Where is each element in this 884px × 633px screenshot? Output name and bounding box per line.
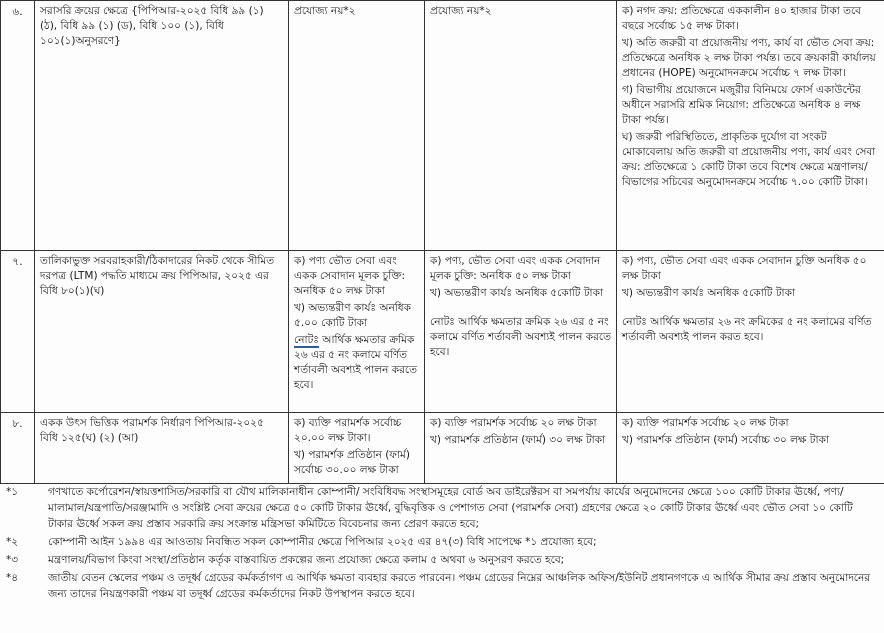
row-number: ৭. [1, 251, 35, 413]
cell-text: খ) পরামর্শক প্রতিষ্ঠান (ফার্ম) সর্বোচ্চ ৩০ লক্ষ টাকা [622, 434, 829, 446]
footnote-text: মন্ত্রণালয়/বিভাগ কিংবা সংস্থা/প্রতিষ্ঠান কর্তৃক বাস্তবায়িত প্রকল্পের জন্য প্রযোজ্য ক্ষেত্রে কলাম ৫ অথবা ৬ অনুসরণ করতে হবে; [48, 554, 565, 566]
cell-column-3 [289, 1, 425, 251]
table-row [1, 1, 884, 251]
cell-text: গ) বিভাগীয় প্রয়োজনে মজুরীর বিনিময়ে ফোর্স একাউন্টের অধীনে সরাসরি শ্রমিক নিয়োগ: প্রতিক্ষেত্রে অনধিক ৪ লক্ষ টাকা পর্যন্ত। [622, 84, 861, 126]
cell-text: ক) ব্যক্তি পরামর্শক সর্বোচ্চ ২০ লক্ষ টাকা [430, 417, 597, 429]
table-row [1, 413, 884, 484]
cell-text: খ) অভ্যন্তরীণ কার্যঃ অনধিক ৫.০০ কোটি টাকা [294, 302, 411, 329]
row-subject: একক উৎস ভিত্তিক পরামর্শক নির্ধারণ পিপিআর-২০২৫ বিধি ১২৫(ঘ) (২) (আ) [35, 413, 289, 484]
cell-column-3 [289, 251, 425, 413]
footnote-marker: *১ [6, 486, 19, 498]
cell-text: নোটঃ আর্থিক ক্ষমতার ক্রমিক ২৬ এর ৫ নং কলামে বর্ণিত শর্তাবলী অবশ্যই পালন করতে হবে। [430, 316, 611, 358]
cell-text: ক) ব্যক্তি পরামর্শক সর্বোচ্চ ২০ লক্ষ টাকা [622, 417, 789, 429]
cell-note [294, 333, 419, 393]
cell-text: প্রযোজ্য নয়*২ [430, 5, 492, 17]
cell-column-4 [425, 413, 617, 484]
cell-column-3 [289, 413, 425, 484]
row-number: ৮. [1, 413, 35, 484]
cell-text: ক) নগদ ক্রয়: প্রতিক্ষেত্রে এককালীন ৪০ হাজার টাকা তবে বছরে সর্বোচ্চ ১৫ লক্ষ টাকা। [622, 5, 862, 32]
footnote-text: কোম্পানী আইন ১৯৯৪ এর আওতায় নিবন্ধিত সকল কোম্পানীর ক্ষেত্রে পিপিআর ২০২৫ এর ৪৭(৩) বিধি সাপেক্ষে *১ প্রযোজ্য হবে; [48, 536, 597, 548]
cell-text: খ) পরামর্শক প্রতিষ্ঠান (ফার্ম) সর্বোচ্চ ৩০.০০ লক্ষ টাকা [294, 449, 410, 476]
footnote-text: জাতীয় বেতন স্কেলের পঞ্চম ও তদূর্ধ্ব গ্রেডের কর্মকর্তাগণ এ আর্থিক ক্ষমতা ব্যবহার করতে পারবেন। পঞ্চম গ্রেডের নিম্নের আঞ্চলিক অফিস/ইউনিট প্রধানগণকে এ আর্থিক সীমার ক্রয় প্রস্তাব অনুমোদনের জন্য তাদের নিয়ন্ত্রণকারী পঞ্চম বা তদূর্ধ্ব গ্রেডের কর্মকর্তাদের নিকট উপস্থাপন করতে হবে। [48, 572, 871, 600]
cell-text: ক) পণ্য, ভৌত সেবা এবং একক সেবাদান চুক্তি অনধিক ৫০ লক্ষ টাকা [622, 255, 867, 282]
footnote [0, 534, 884, 550]
footnote-text: গণখাতে কর্পোরেশন/স্বায়ত্তশাসিত/সরকারি বা যৌথ মালিকানাধীন কোম্পানী/ সংবিধিবদ্ধ সংস্থাসমূহের বোর্ড অব ডাইরেক্টরস বা সমপর্যায় কার্যের অনুমোদনের ক্ষেত্রে ১০০ কোটি টাকার ঊর্ধ্বে, পণ্য/মালামাল/যন্ত্রপাতি/সরঞ্জামাদি ও সংশ্লিষ্ট সেবা ক্রয়ের ক্ষেত্রে ৫০ কোটি টাকার ঊর্ধ্বে, বুদ্ধিবৃত্তিক ও পেশাগত সেবা (পরামর্শক সেবা) গ্রহণের ক্ষেত্রে ২০ কোটি টাকার ঊর্ধ্বে এবং ভৌত সেবা ১০ কোটি টাকার ঊর্ধ্বে সকল ক্রয় প্রস্তাব সরকারি ক্রয় সংক্রান্ত মন্ত্রিসভা কমিটিতে বিবেচনার জন্য প্রেরণ করতে হবে; [48, 486, 853, 530]
cell-text: ঘ) জরুরী পরিস্থিতিতে, প্রাকৃতিক দুর্যোগ বা সংকট মোকাবেলায় অতি জরুরী বা প্রয়োজনীয় পণ্য, কার্য এবং সেবা ক্রয়: প্রতিক্ষেত্রে ১ কোটি টাকা তবে বিশেষ ক্ষেত্রে মন্ত্রণালয়/বিভাগের সচিবের অনুমোদনক্রমে সর্বোচ্চ ৭.০০ কোটি টাকা। [622, 131, 876, 188]
footnotes [0, 484, 884, 604]
cell-column-5 [617, 1, 884, 251]
cell-text: প্রযোজ্য নয়*২ [294, 5, 356, 17]
cell-column-4 [425, 1, 617, 251]
footnote [0, 552, 884, 568]
table-row [1, 251, 884, 413]
row-number: ৬. [1, 1, 35, 251]
footnote [0, 570, 884, 602]
row-subject: তালিকাভুক্ত সরবরাহকারী/ঠিকাদারের নিকট থেকে সীমিত দরপত্র (LTM) পদ্ধতি মাধ্যমে ক্রয় পিপিআর, ২০২৫ এর বিধি ৮০(১)(ঘ) [35, 251, 289, 413]
cell-text: ক) ব্যক্তি পরামর্শক সর্বোচ্চ ২০.০০ লক্ষ টাকা। [294, 417, 402, 444]
footnote-marker: *৩ [6, 554, 19, 566]
cell-text: ক) পণ্য, ভৌত সেবা এবং একক সেবাদান মূলক চুক্তি: অনধিক ৫০ লক্ষ টাকা [430, 255, 601, 282]
cell-text: খ) অতি জরুরী বা প্রয়োজনীয় পণ্য, কার্য বা ভৌত সেবা ক্রয়: প্রতিক্ষেত্রে অনধিক ২ লক্ষ টাকা পর্যন্ত। তবে ক্রয়কারী কার্যালয় প্রধানের (HOPE) অনুমোদনক্রমে সর্বোচ্চ ৭ লক্ষ টাকা। [622, 37, 876, 79]
cell-text: ক) পণ্য ভৌত সেবা এবং একক সেবাদান মূলক চুক্তি: অনধিক ৫০ লক্ষ টাকা [294, 255, 406, 297]
cell-text: খ) অভ্যন্তরীণ কার্যঃ অনধিক ৫কোটি টাকা [430, 287, 603, 299]
row-subject: সরাসরি ক্রয়ের ক্ষেত্রে {পিপিআর-২০২৫ বিধি ৯৯ (১) (ঠ), বিধি ৯৯ (১) (ড), বিধি ১০০ (১), বিধি ১০১(১)অনুসরণে} [35, 1, 289, 251]
note-text: আর্থিক ক্ষমতার ক্রমিক ২৬ এর ৫ নং কলামে বর্ণিত শর্তাবলী অবশ্যই পালন করতে হবে। [294, 334, 417, 391]
footnote-marker: *৪ [6, 572, 19, 584]
note-label: নোটঃ [294, 334, 319, 346]
cell-text: খ) পরামর্শক প্রতিষ্ঠান (ফার্ম) ৩০ লক্ষ টাকা [430, 434, 606, 446]
cell-column-5 [617, 251, 884, 413]
footnote [0, 484, 884, 532]
cell-text: খ) অভ্যন্তরীণ কার্যঃ অনধিক ৫কোটি টাকা [622, 287, 795, 299]
cell-text: নোটঃ আর্থিক ক্ষমতার ২৬ নং ক্রমিকের ৫ নং কলামের বর্ণিত শর্তাবলী অবশ্যই পালন করত হবে। [622, 316, 872, 343]
footnote-marker: *২ [6, 536, 19, 548]
cell-column-5 [617, 413, 884, 484]
cell-column-4 [425, 251, 617, 413]
